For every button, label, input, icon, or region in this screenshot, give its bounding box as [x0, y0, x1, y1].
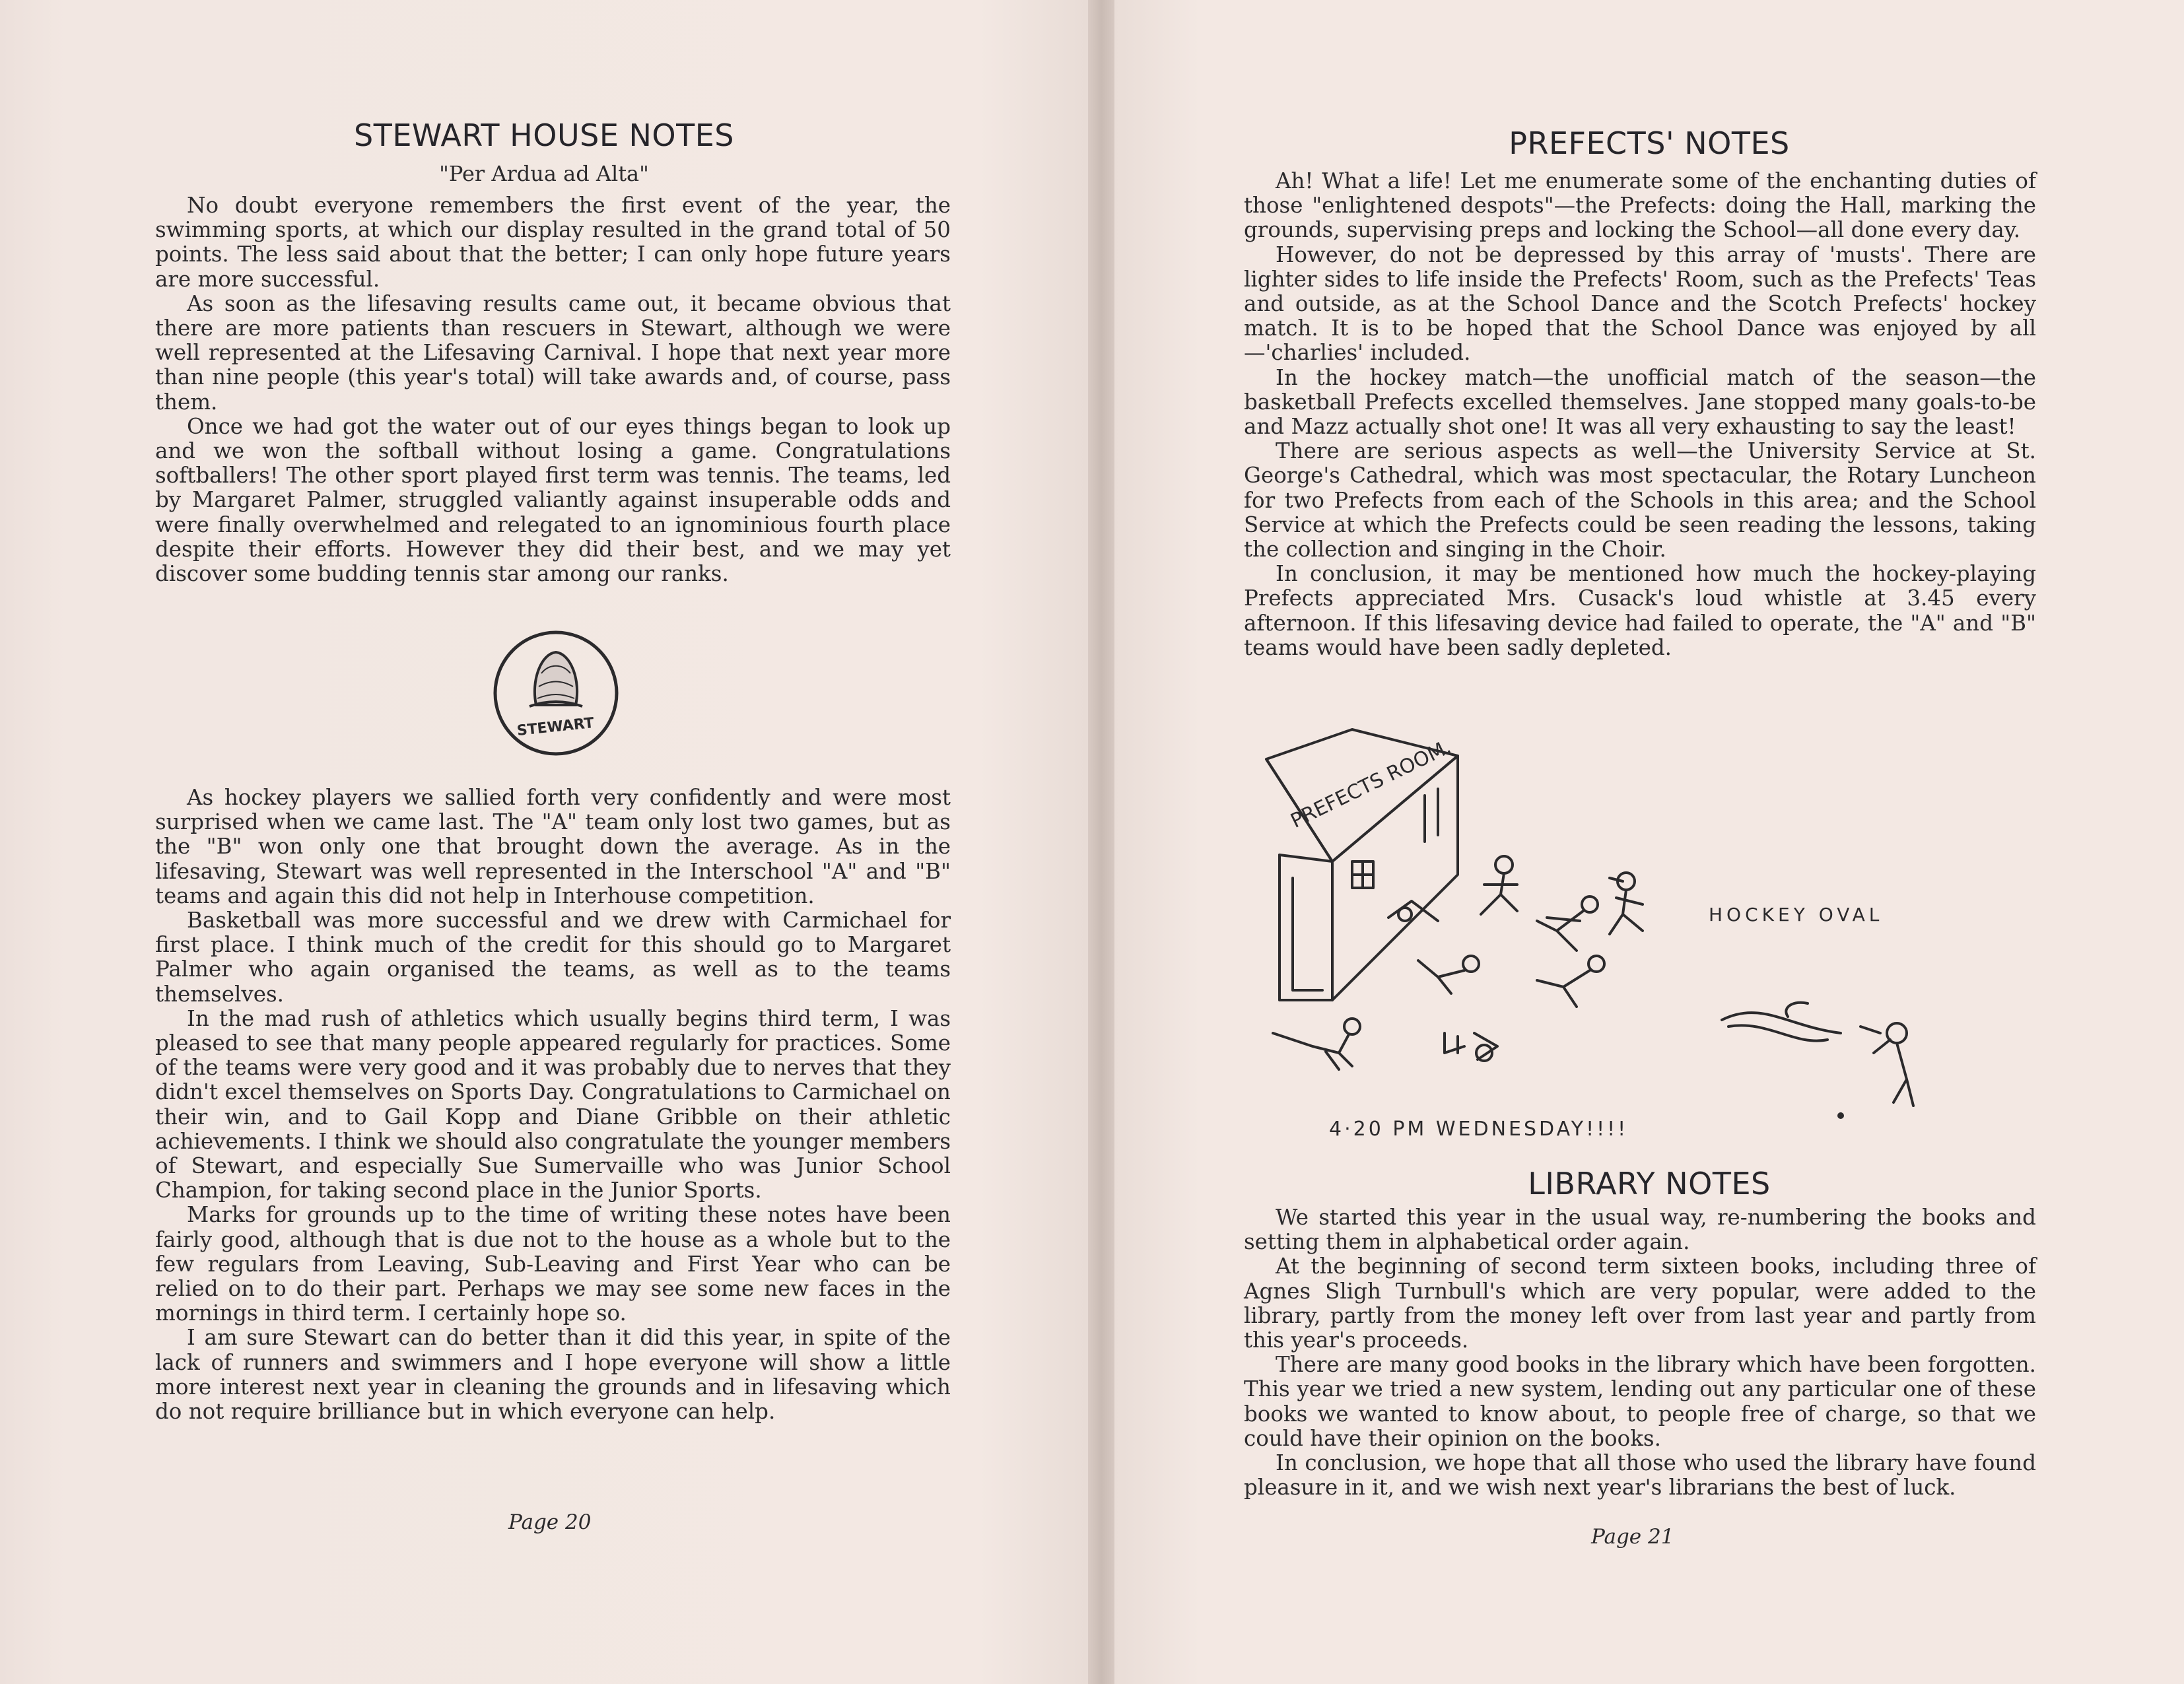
paragraph: At the beginning of second term sixteen books, including three of Agnes Sligh Turnbull's which are very popular, were added to the library, partly from the money left over from last year and partly from this year's proceeds.: [1244, 1254, 2036, 1353]
paragraph: In the hockey match—the unofficial match of the season—the basketball Prefects excelled themselves. Jane stopped many goals-to-be and Mazz actually shot one! It was all very exhausting to say the least!: [1244, 364, 2036, 440]
paragraph: Basketball was more successful and we drew with Carmichael for first place. I think much of the credit for this should go to Margaret Palmer who again organised the teams, as well as to the teams themselves.: [155, 908, 951, 1007]
paragraph: We started this year in the usual way, re-numbering the books and setting them in alphabetical order again.: [1244, 1205, 2036, 1255]
stewart-text-top: [155, 193, 951, 586]
paragraph: In conclusion, it may be mentioned how much the hockey-playing Prefects appreciated Mrs. Cusack's loud whistle at 3.45 every afternoon. If this lifesaving device had failed to operate, the "A" and "B" teams would have been sadly depleted.: [1244, 561, 2036, 660]
right-page: [1114, 0, 2184, 1684]
badge-label: STEWART: [516, 714, 595, 740]
paragraph: As hockey players we sallied forth very confidently and were most surprised when we came last. The "A" team only lost two games, but as the "B" won only one that brought down the average. As in the lifesaving, Stewart was well represented in the Interschool "A" and "B" teams and again this did not help in Interhouse competition.: [155, 785, 951, 908]
sketch-caption: 4·20 PM WEDNESDAY!!!!: [1329, 1118, 1629, 1141]
paragraph: In the mad rush of athletics which usually begins third term, I was pleased to see that many people appeared regularly for practices. Some of the teams were very good and it was probably due to nerves that they didn't excel themselves on Sports Day. Congratulations to Carmichael on their win, and to Gail Kopp and Diane Gribble on their athletic achievements. I think we should also congratulate the younger members of Stewart, and especially Sue Sumervaille who was Junior School Champion, for taking second place in the Junior Sports.: [155, 1005, 951, 1203]
paragraph: There are serious aspects as well—the University Service at St. George's Cathedral, which was most spectacular, the Rotary Luncheon for two Prefects from each of the Schools in this area; and the School Service at which the Prefects could be seen reading the lessons, taking the collection and singing in the Choir.: [1244, 438, 2036, 562]
paragraph: Ah! What a life! Let me enumerate some of the enchanting duties of those "enlightened despots"—the Prefects: doing the Hall, marking the grounds, supervising preps and locking the School—all done every day.: [1244, 168, 2036, 243]
library-heading: LIBRARY NOTES: [1528, 1166, 1771, 1201]
paragraph: No doubt everyone remembers the first event of the year, the swimming sports, at which our display resulted in the grand total of 50 points. The less said about that the better; I can only hope future years are more successful.: [155, 193, 951, 292]
page-number: Page 21: [1591, 1525, 1674, 1549]
stewart-text-bottom: [155, 786, 951, 1424]
page-number: Page 20: [508, 1510, 592, 1534]
paragraph: In conclusion, we hope that all those who used the library have found pleasure in it, and we wish next year's librarians the best of luck.: [1244, 1450, 2036, 1500]
hockey-oval-label: HOCKEY OVAL: [1709, 904, 1884, 926]
paragraph: As soon as the lifesaving results came out, it became obvious that there are more patients than rescuers in Stewart, although we were well represented at the Lifesaving Carnival. I hope that next year more than nine people (this year's total) will take awards and, of course, pass them.: [155, 290, 951, 415]
library-text: [1244, 1205, 2036, 1500]
stewart-motto: "Per Ardua ad Alta": [439, 161, 649, 186]
room-sign-label: PREFECTS ROOM.: [1287, 735, 1455, 833]
paragraph: However, do not be depressed by this array of 'musts'. There are lighter sides to life inside the Prefects' Room, such as the Prefects' Teas and outside, as at the School Dance and the Scotch Prefects' hockey match. It is to be hoped that the School Dance was enjoyed by all—'charlies' included.: [1244, 242, 2036, 366]
book-gutter: [1088, 0, 1114, 1684]
paragraph: I am sure Stewart can do better than it did this year, in spite of the lack of runners and swimmers and I hope everyone will show a little more interest next year in cleaning the grounds and in lifesaving which do not require brilliance but in which everyone can help.: [155, 1325, 951, 1425]
stewart-badge-icon: [490, 627, 622, 759]
prefects-text: [1244, 169, 2036, 660]
prefects-heading: PREFECTS' NOTES: [1509, 125, 1790, 161]
paragraph: Once we had got the water out of our eyes things began to look up and we won the softball without losing a game. Congratulations softballers! The other sport played first term was tennis. The teams, led by Margaret Palmer, struggled valiantly against insuperable odds and were finally overwhelmed and relegated to an ignominious fourth place despite their efforts. However they did their best, and we may yet discover some budding tennis star among our ranks.: [155, 413, 951, 587]
paragraph: There are many good books in the library which have been forgotten. This year we tried a new system, lending out any particular one of these books we wanted to know about, to people free of charge, so that we could have their opinion on the books.: [1244, 1352, 2036, 1451]
prefects-room-sketch: [1246, 723, 1973, 1141]
stewart-heading: STEWART HOUSE NOTES: [354, 118, 734, 153]
left-page: [0, 0, 1088, 1684]
paragraph: Marks for grounds up to the time of writing these notes have been fairly good, although that is due not to the house as a whole but to the few regulars from Leaving, Sub-Leaving and First Year who can be relied on to do their part. Perhaps we may see some new faces in the mornings in third term. I certainly hope so.: [155, 1202, 951, 1326]
